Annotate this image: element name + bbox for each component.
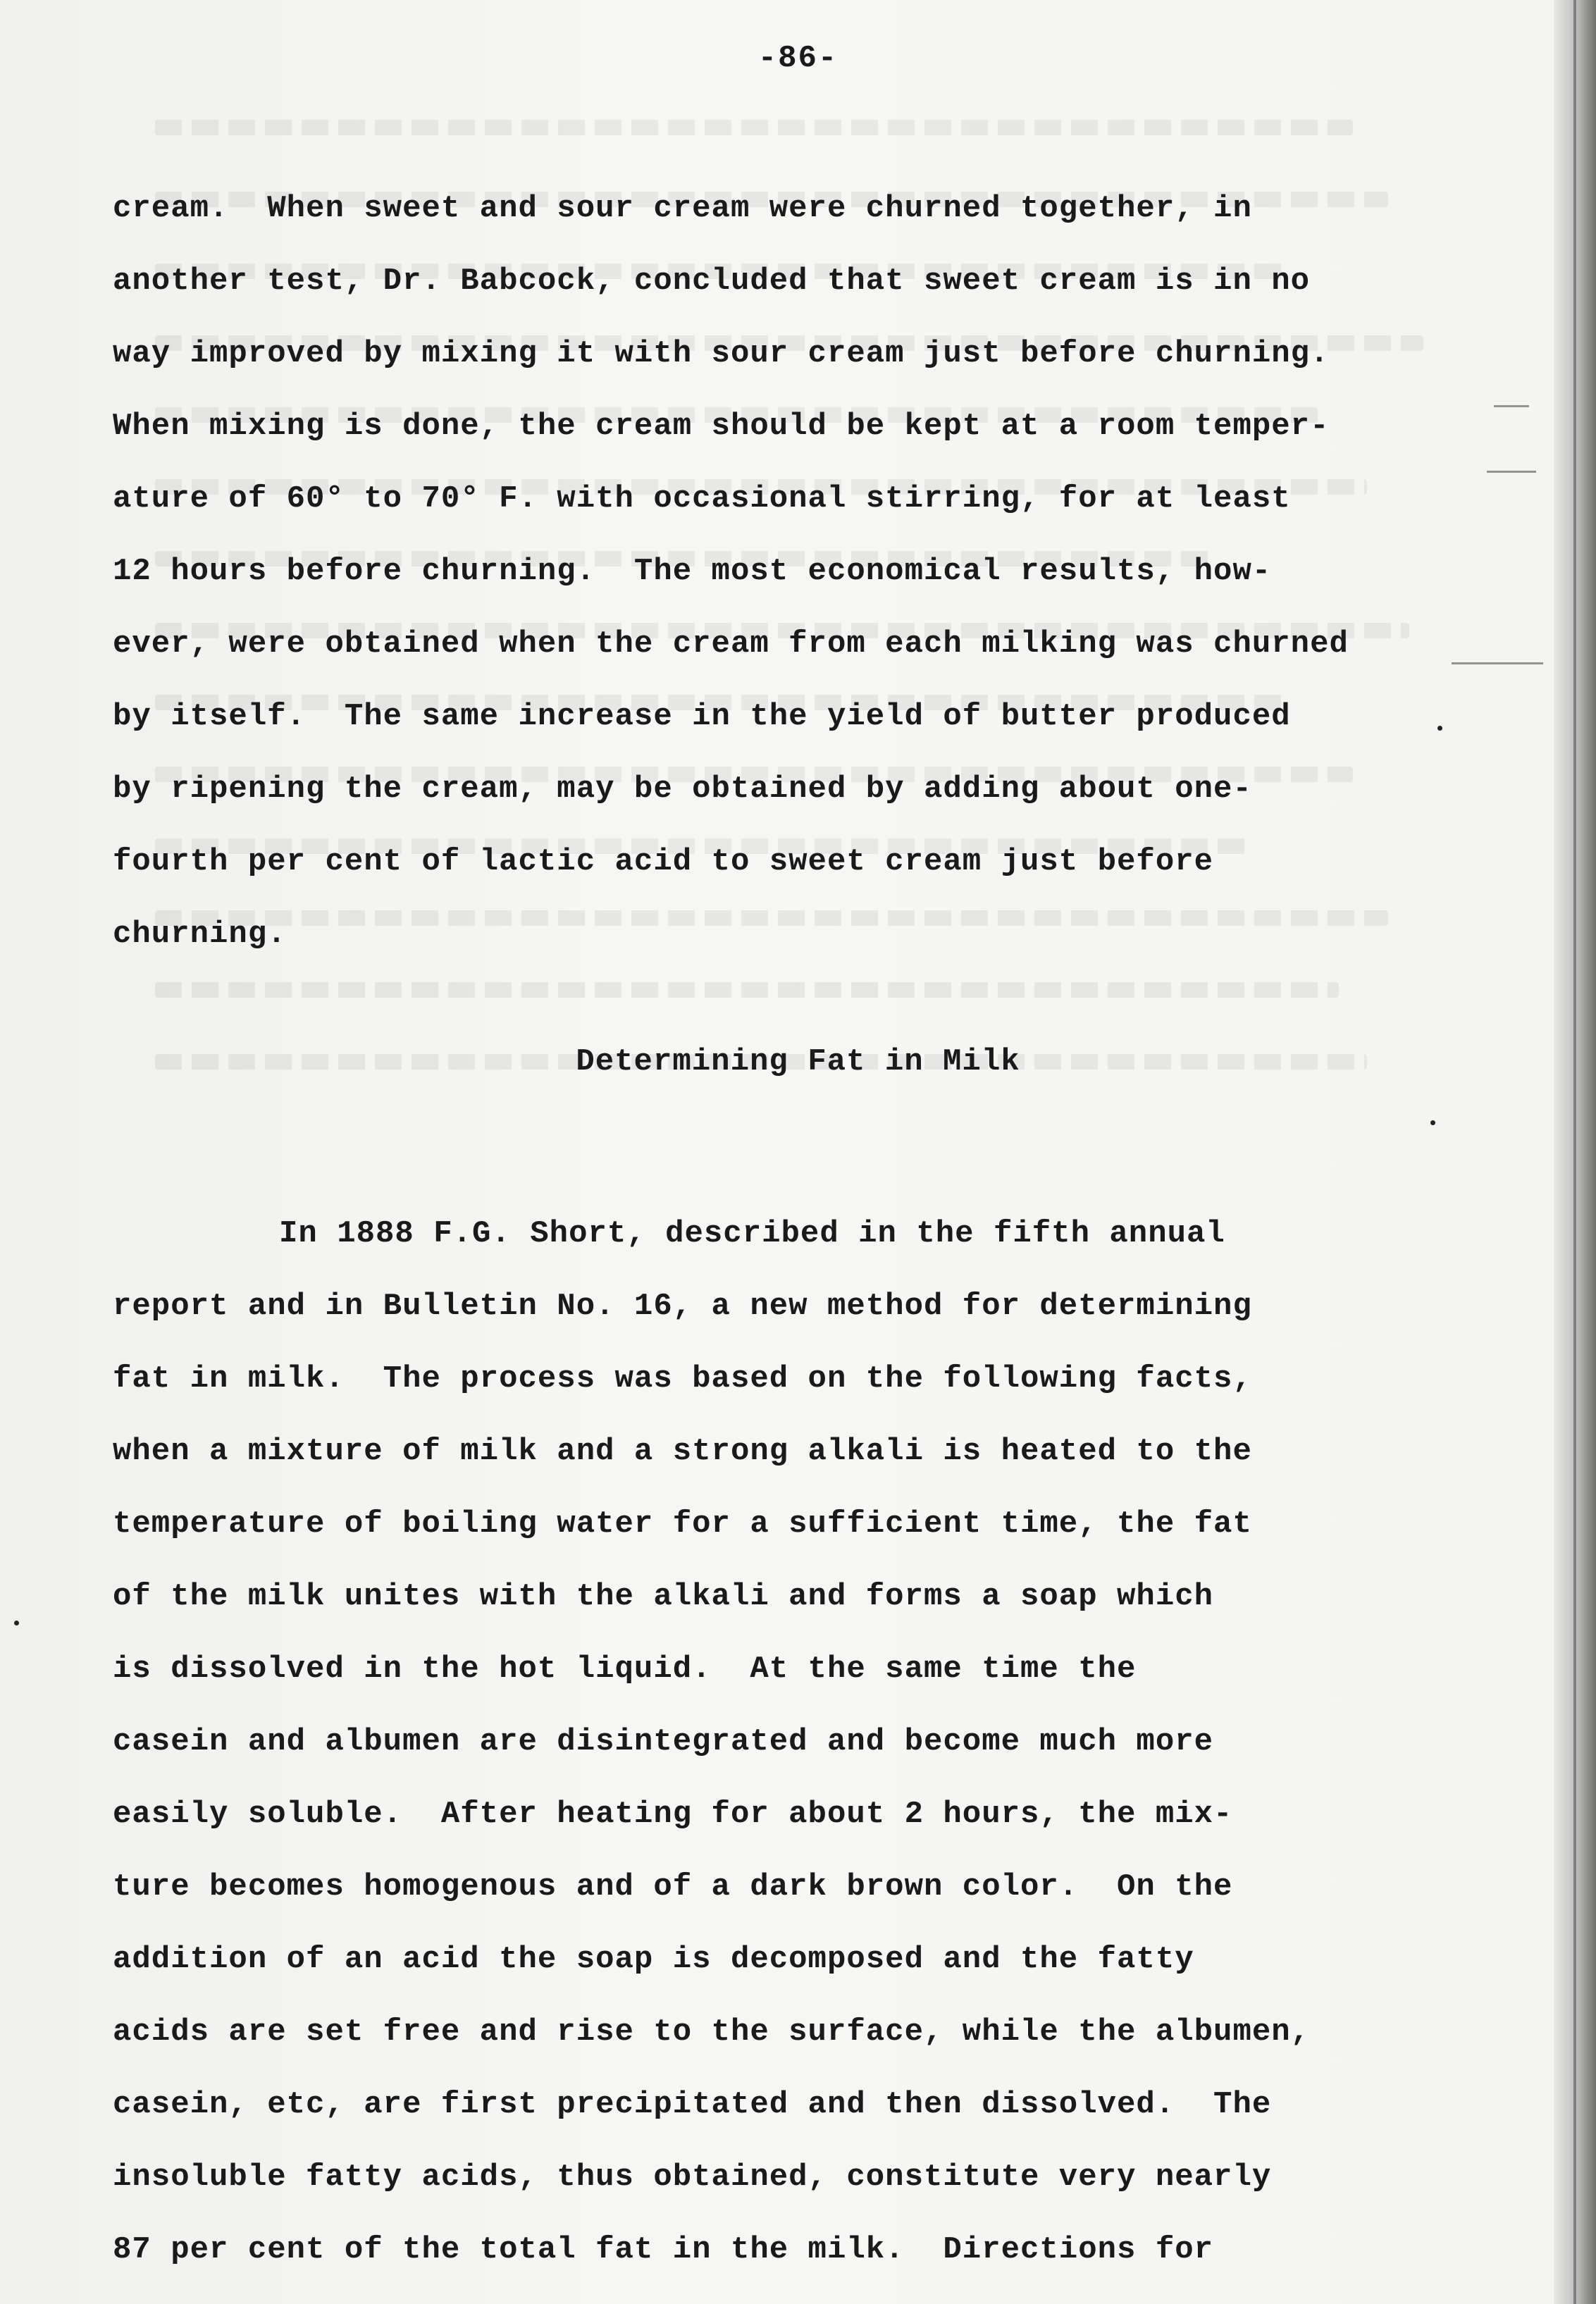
text-line: way improved by mixing it with sour cream just before churning. bbox=[113, 336, 1330, 371]
text-line: when a mixture of milk and a strong alkali is heated to the bbox=[113, 1434, 1252, 1469]
text-line: addition of an acid the soap is decomposed and the fatty bbox=[113, 1942, 1194, 1977]
text-line: temperature of boiling water for a sufficient time, the fat bbox=[113, 1506, 1252, 1542]
text-line: ture becomes homogenous and of a dark brown color. On the bbox=[113, 1869, 1233, 1904]
text-line: 12 hours before churning. The most economical results, how- bbox=[113, 554, 1272, 589]
margin-underline-mark bbox=[1452, 662, 1543, 664]
text-line: fourth per cent of lactic acid to sweet cream just before bbox=[113, 844, 1214, 879]
bottom-paragraph bbox=[113, 1198, 1452, 2286]
text-line: ature of 60° to 70° F. with occasional stirring, for at least bbox=[113, 481, 1291, 516]
text-line: insoluble fatty acids, thus obtained, constitute very nearly bbox=[113, 2160, 1272, 2195]
text-line: is dissolved in the hot liquid. At the same time the bbox=[113, 1652, 1137, 1687]
text-line: of the milk unites with the alkali and forms a soap which bbox=[113, 1579, 1214, 1614]
text-line: When mixing is done, the cream should be kept at a room temper- bbox=[113, 409, 1330, 444]
page-number: -86- bbox=[757, 41, 839, 76]
scan-speck bbox=[1437, 726, 1442, 731]
text-line: 87 per cent of the total fat in the milk. Directions for bbox=[113, 2232, 1214, 2267]
text-line: churning. bbox=[113, 917, 287, 952]
margin-dash-mark bbox=[1494, 405, 1529, 407]
scan-speck bbox=[1430, 1120, 1435, 1125]
text-line: easily soluble. After heating for about 2 hours, the mix- bbox=[113, 1797, 1233, 1832]
text-line: by itself. The same increase in the yield of butter produced bbox=[113, 699, 1291, 734]
text-line: In 1888 F.G. Short, described in the fifth annual bbox=[279, 1216, 1225, 1251]
top-paragraph bbox=[113, 173, 1452, 971]
text-line: report and in Bulletin No. 16, a new method for determining bbox=[113, 1289, 1252, 1324]
text-line: fat in milk. The process was based on the following facts, bbox=[113, 1361, 1252, 1396]
scan-edge-line bbox=[1573, 0, 1576, 2304]
text-line: casein and albumen are disintegrated and become much more bbox=[113, 1724, 1214, 1759]
text-line: casein, etc, are first precipitated and then dissolved. The bbox=[113, 2087, 1272, 2122]
scan-speck bbox=[14, 1621, 19, 1625]
margin-dash-mark bbox=[1487, 471, 1536, 473]
section-heading: Determining Fat in Milk bbox=[576, 1044, 1020, 1079]
text-line: acids are set free and rise to the surface, while the albumen, bbox=[113, 2014, 1311, 2050]
text-line: cream. When sweet and sour cream were churned together, in bbox=[113, 191, 1252, 226]
text-line: by ripening the cream, may be obtained by adding about one- bbox=[113, 772, 1252, 807]
text-line: ever, were obtained when the cream from each milking was churned bbox=[113, 626, 1349, 662]
text-line: another test, Dr. Babcock, concluded that sweet cream is in no bbox=[113, 264, 1311, 299]
